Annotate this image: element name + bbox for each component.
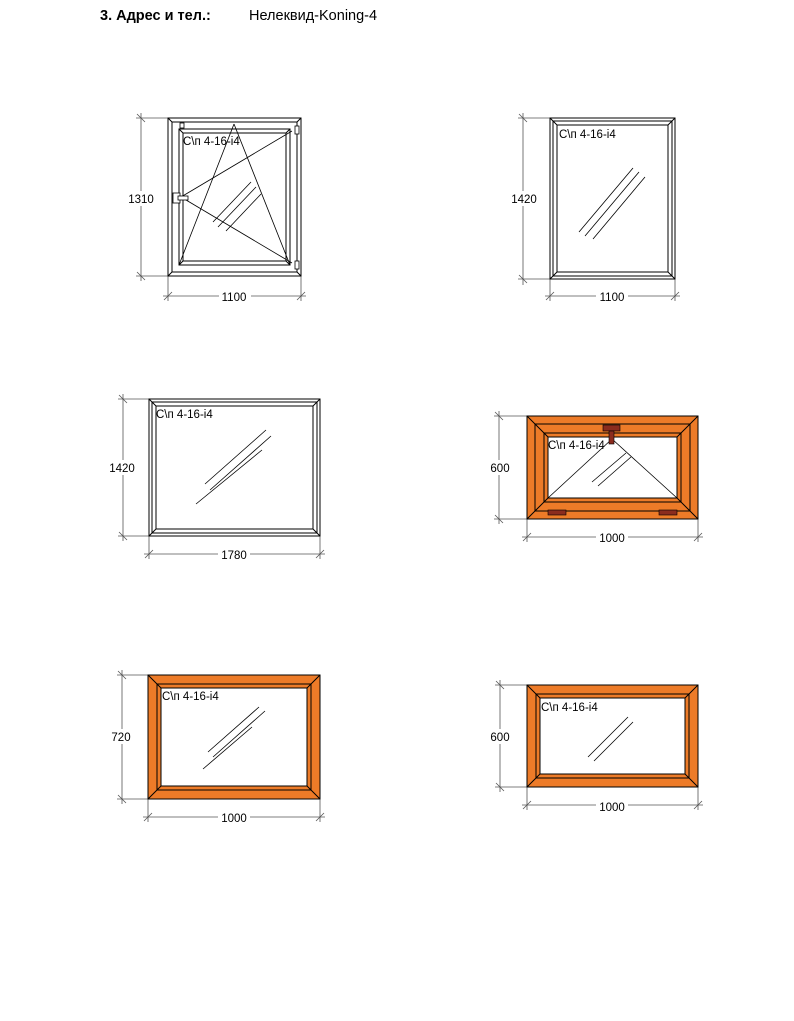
window-5-glass-label: С\п 4-16-i4 <box>162 691 219 703</box>
window-1-height: 1310 <box>128 194 154 206</box>
window-3-height: 1420 <box>109 463 135 475</box>
window-4-glass-label: С\п 4-16-i4 <box>548 440 605 452</box>
window-1-width: 1100 <box>221 292 247 304</box>
window-2 <box>510 113 680 304</box>
header-label: 3. Адрес и тел.: <box>100 8 211 24</box>
window-2-frame <box>550 118 675 279</box>
window-6-frame <box>527 685 698 787</box>
window-1 <box>128 113 306 304</box>
window-2-glass-label: С\п 4-16-i4 <box>559 129 616 141</box>
window-6-height: 600 <box>490 732 510 744</box>
window-4 <box>488 411 703 545</box>
window-4-width: 1000 <box>599 533 625 545</box>
window-6-glass-label: С\п 4-16-i4 <box>541 702 598 714</box>
window-5-width: 1000 <box>221 813 247 825</box>
window-2-height: 1420 <box>511 194 537 206</box>
window-1-glass-label: С\п 4-16-i4 <box>183 136 240 148</box>
window-4-height: 600 <box>490 463 510 475</box>
window-3 <box>107 394 325 562</box>
window-6 <box>488 680 703 814</box>
window-5 <box>109 670 325 825</box>
window-2-width: 1100 <box>599 292 625 304</box>
window-3-glass-label: С\п 4-16-i4 <box>156 409 213 421</box>
window-5-height: 720 <box>111 732 131 744</box>
header-value: Нелеквид-Koning-4 <box>249 8 378 24</box>
window-3-width: 1780 <box>221 550 247 562</box>
window-6-width: 1000 <box>599 802 625 814</box>
